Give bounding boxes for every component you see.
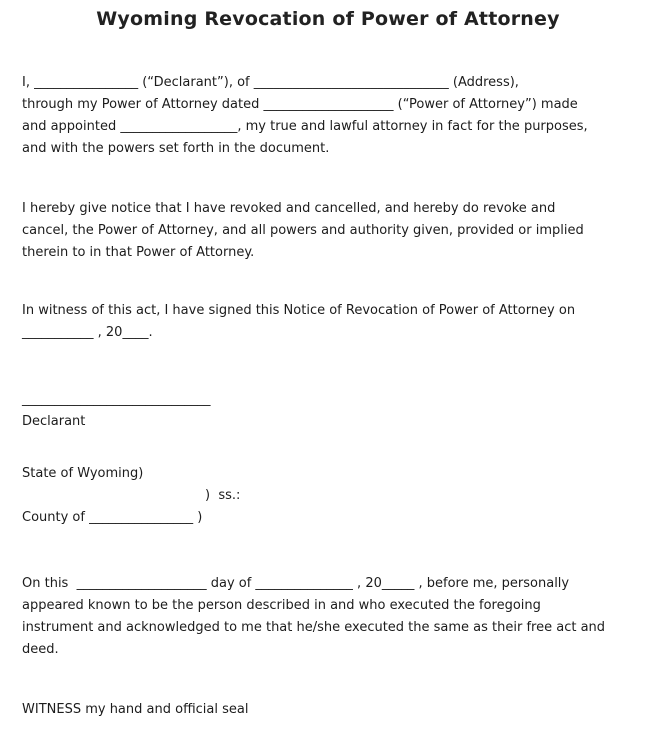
revocation-line-1: I hereby give notice that I have revoked and cancelled, and hereby do revoke and [22,201,556,216]
revocation-paragraph [22,198,648,264]
jurisdiction-block [22,463,648,529]
witness-act-line-2: ___________ , 20____. [22,325,153,340]
intro-line-1: I, ________________ (“Declarant”), of ______________________________ (Address), [22,75,519,90]
ss-line: ) ss.: [205,488,241,503]
county-line: County of ________________ ) [22,510,203,525]
notary-line-2: appeared known to be the person described in and who executed the foregoing [22,598,541,613]
declarant-signature-label: Declarant [22,414,86,429]
revocation-line-2: cancel, the Power of Attorney, and all powers and authority given, provided or implied [22,223,584,238]
signature-block [22,389,648,433]
witness-seal-statement [22,699,648,721]
witness-seal-line: WITNESS my hand and official seal [22,702,249,717]
notary-line-1: On this ____________________ day of _______________ , 20_____ , before me, personally [22,576,570,591]
intro-line-3: and appointed __________________, my true and lawful attorney in fact for the purposes, [22,119,588,134]
intro-line-4: and with the powers set forth in the document. [22,141,330,156]
notary-line-4: deed. [22,642,59,657]
witness-act-line-1: In witness of this act, I have signed this Notice of Revocation of Power of Attorney on [22,303,576,318]
witness-act-paragraph [22,300,648,344]
notary-line-3: instrument and acknowledged to me that he/she executed the same as their free act and [22,620,606,635]
notary-paragraph [22,573,648,661]
declarant-signature-line: _____________________________ [22,392,211,407]
state-line: State of Wyoming) [22,466,144,481]
intro-paragraph [22,72,648,160]
intro-line-2: through my Power of Attorney dated ____________________ (“Power of Attorney”) made [22,97,578,112]
revocation-line-3: therein to in that Power of Attorney. [22,245,255,260]
document-title: Wyoming Revocation of Power of Attorney [96,8,560,30]
